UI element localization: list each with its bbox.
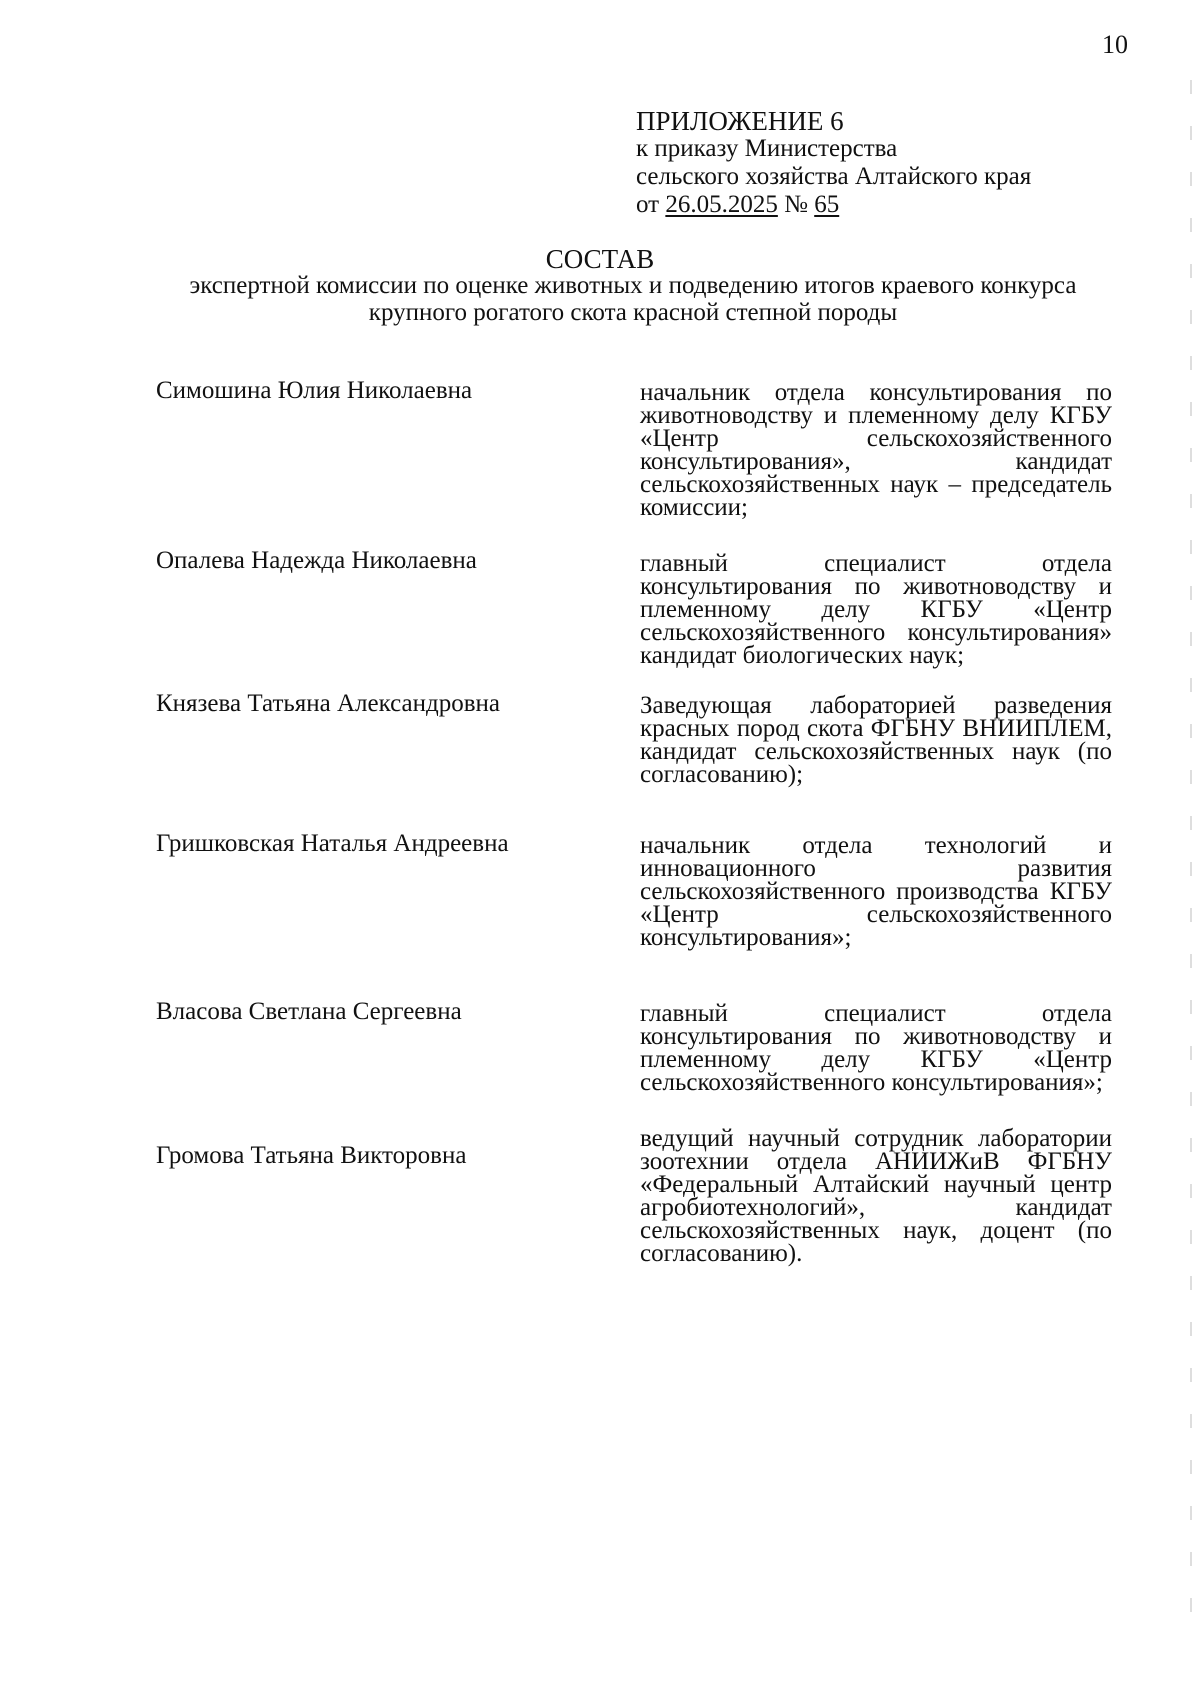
member-name: Громова Татьяна Викторовна — [156, 1142, 467, 1169]
member-name: Власова Светлана Сергеевна — [156, 998, 462, 1025]
scan-edge-artifact — [1190, 80, 1192, 1640]
date-prefix: от — [636, 191, 660, 218]
member-role: начальник отдела технологий и инновационного развития сельскохозяйственного производства КГБУ «Центр сельскохозяйственного консультирования»; — [640, 832, 1112, 951]
member-name: Опалева Надежда Николаевна — [156, 547, 477, 574]
document-title: СОСТАВ — [545, 244, 655, 274]
order-date: 26.05.2025 — [665, 191, 778, 218]
number-sign: № — [784, 191, 808, 218]
order-number: 65 — [814, 191, 840, 218]
member-role: ведущий научный сотрудник лаборатории зоотехнии отдела АНИИЖиВ ФГБНУ «Федеральный Алтайский научный центр агробиотехнологий», кандидат сельскохозяйственных наук, доцент (по согласованию). — [640, 1125, 1112, 1267]
appendix-header — [636, 107, 1031, 219]
member-role: главный специалист отдела консультирования по животноводству и племенному делу КГБУ «Центр сельскохозяйственного консультирования»; — [640, 1000, 1112, 1096]
member-name: Князева Татьяна Александровна — [156, 690, 501, 717]
member-role: начальник отдела консультирования по животноводству и племенному делу КГБУ «Центр сельскохозяйственного консультирования», кандидат сельскохозяйственных наук – председатель комиссии; — [640, 379, 1112, 521]
document-subtitle: экспертной комиссии по оценке животных и подведению итогов краевого конкурса крупного рогатого скота красной степной породы — [189, 272, 1077, 326]
appendix-date-line — [636, 191, 1031, 219]
page-number: 10 — [1102, 30, 1128, 59]
appendix-ministry-line: сельского хозяйства Алтайского края — [636, 163, 1032, 190]
member-role: главный специалист отдела консультирования по животноводству и племенному делу КГБУ «Центр сельскохозяйственного консультирования» кандидат биологических наук; — [640, 550, 1112, 669]
member-name: Гришковская Наталья Андреевна — [156, 830, 509, 857]
appendix-order-line: к приказу Министерства — [636, 135, 898, 162]
member-role: Заведующая лабораторией разведения красных пород скота ФГБНУ ВНИИПЛЕМ, кандидат сельскохозяйственных наук (по согласованию); — [640, 692, 1112, 788]
member-name: Симошина Юлия Николаевна — [156, 377, 473, 404]
appendix-title: ПРИЛОЖЕНИЕ 6 — [636, 106, 844, 136]
